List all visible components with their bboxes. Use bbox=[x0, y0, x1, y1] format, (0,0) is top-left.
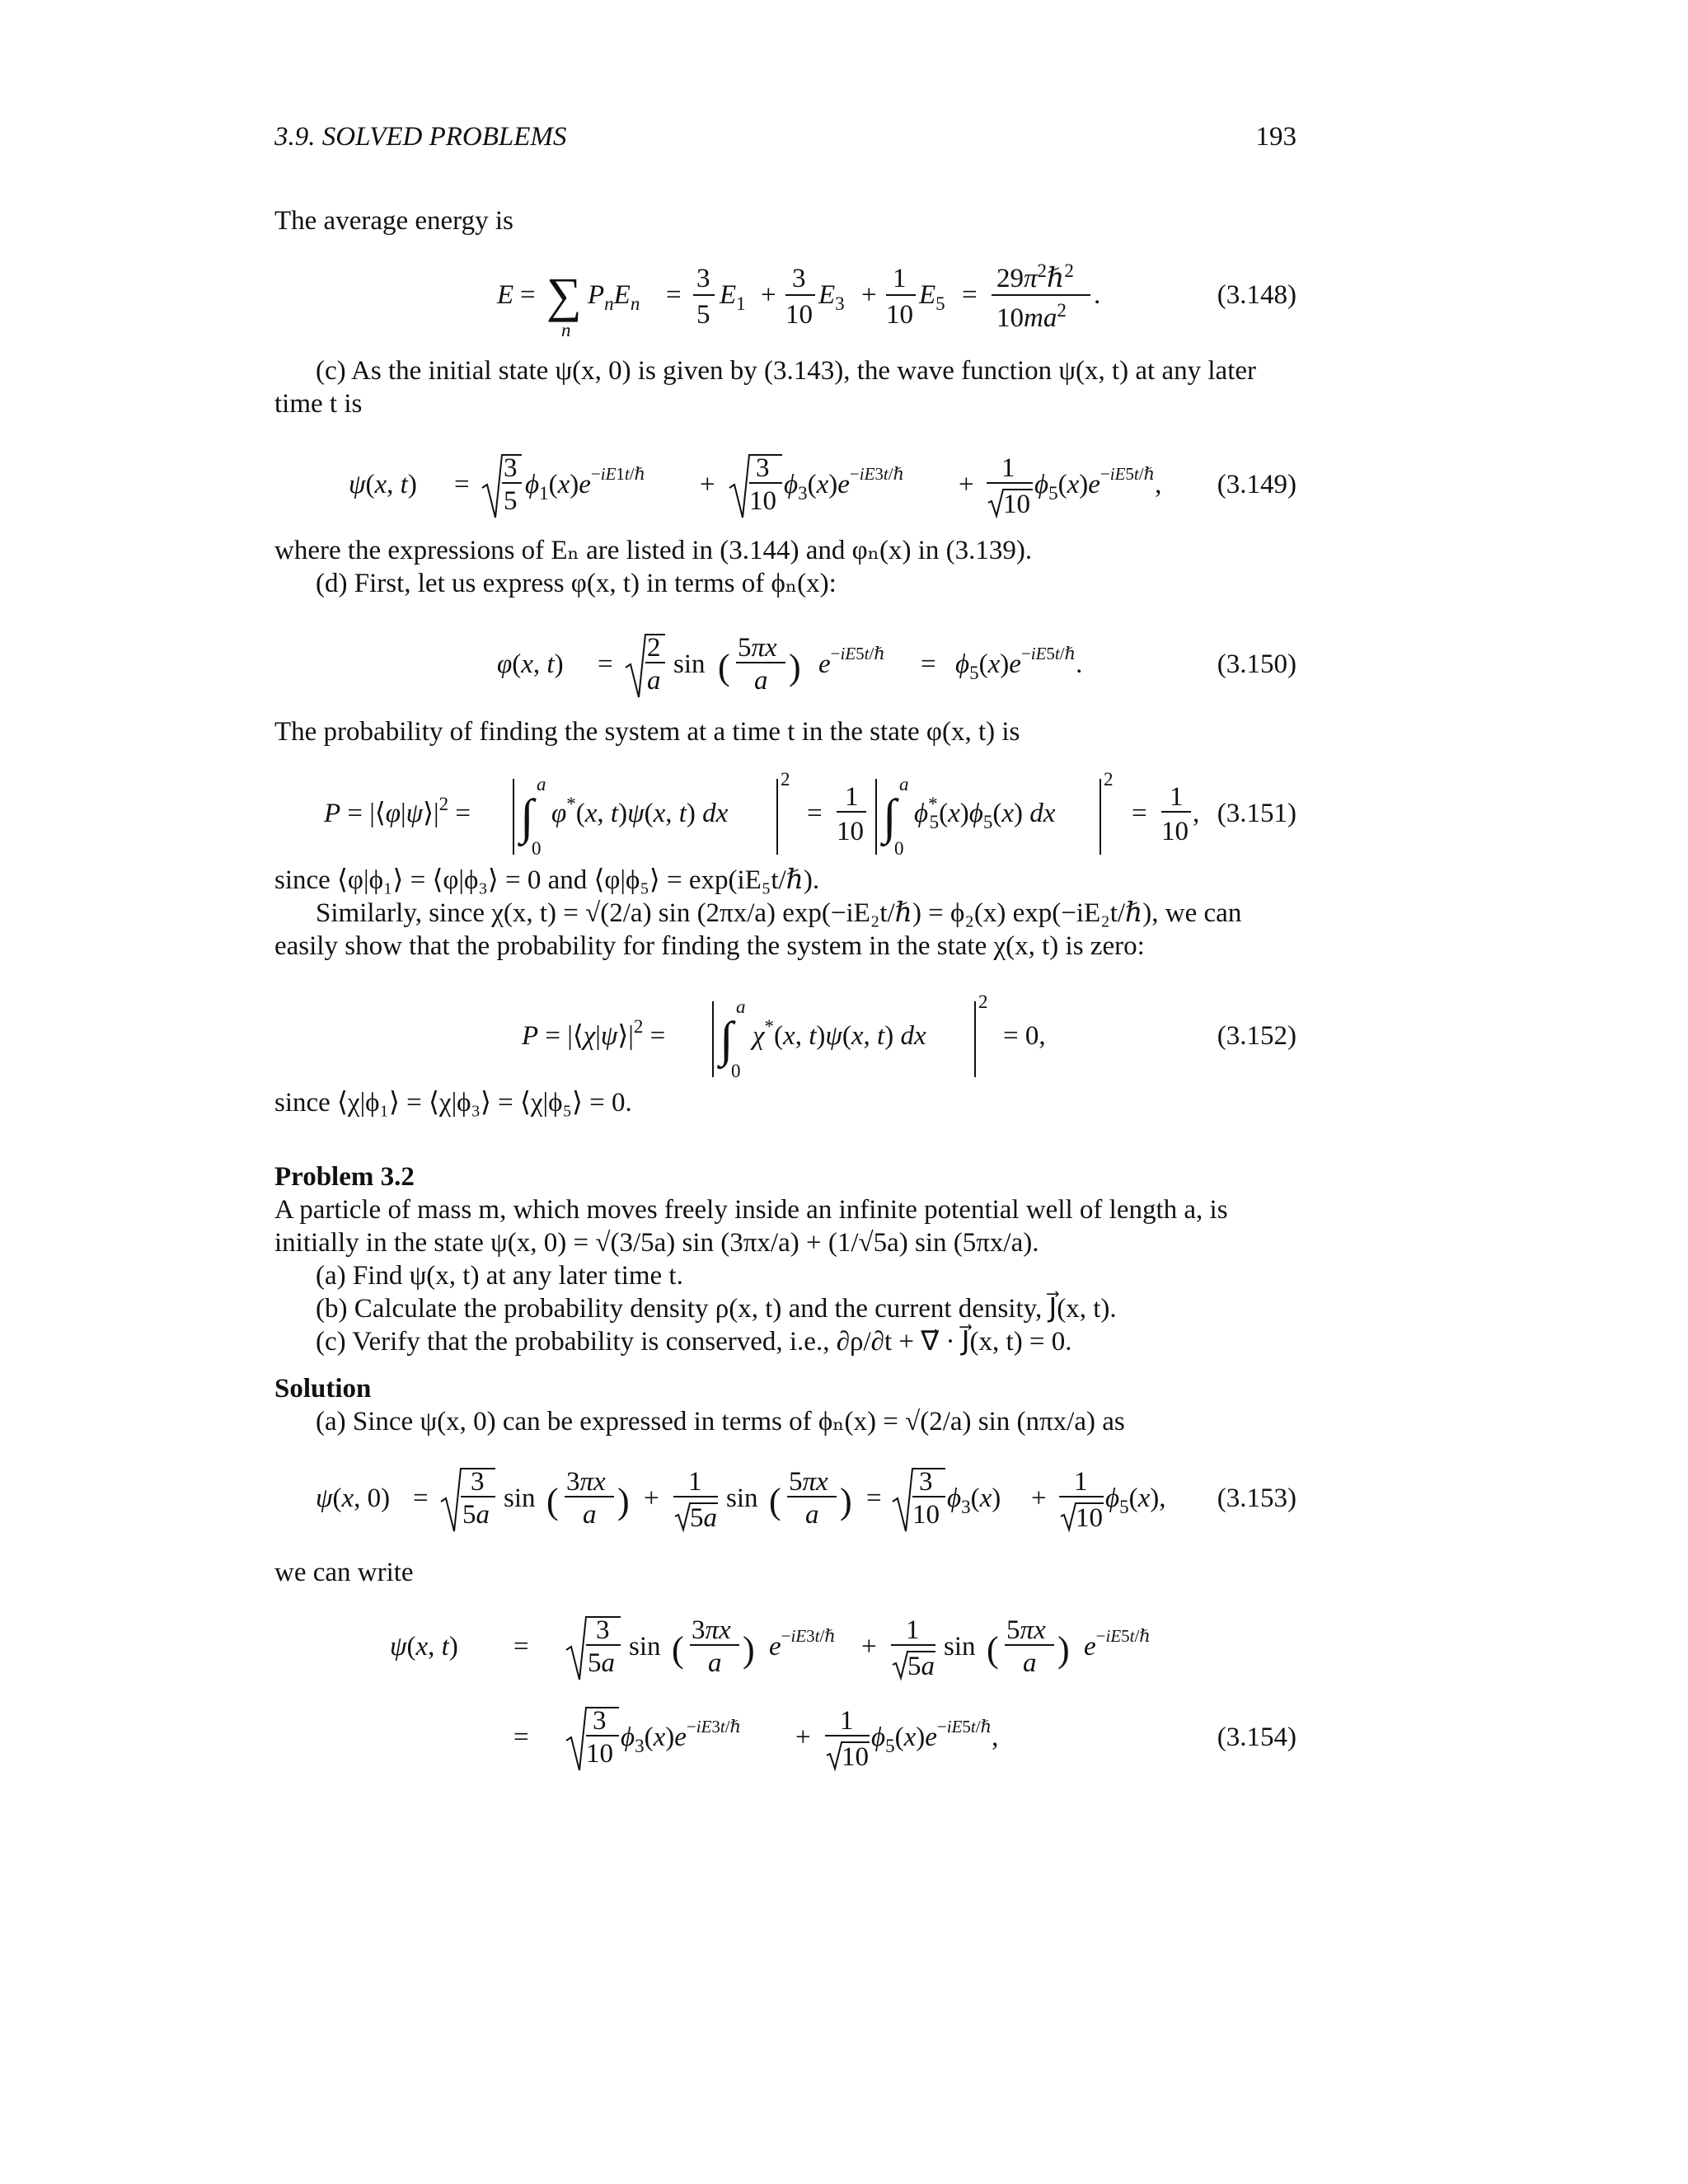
svg-text:(: ( bbox=[546, 1481, 559, 1521]
svg-text:5πx: 5πx bbox=[738, 633, 777, 663]
equation-number: (3.150) bbox=[1217, 649, 1296, 679]
svg-text:ϕ3(x)e−iE3t/ℏ: $\phi_3(x)e^-iE3t/\hbar$ bbox=[621, 1717, 742, 1756]
svg-text:(: ( bbox=[672, 1629, 684, 1670]
page-number: 193 bbox=[1255, 122, 1296, 152]
equation-number: (3.153) bbox=[1217, 1483, 1296, 1513]
solution-part-a: (a) Since ψ(x, 0) can be expressed in terms of ϕₙ(x) = √(2/a) sin (nπx/a) as bbox=[316, 1407, 1125, 1436]
svg-text:a: a bbox=[583, 1500, 597, 1530]
svg-text:=: = bbox=[454, 470, 470, 499]
svg-text:.: . bbox=[1094, 280, 1101, 310]
svg-text:P = |⟨φ|ψ⟩|2 =: $P = |⟨\varphi|\psi⟩|^2$ = bbox=[324, 794, 471, 828]
equation-number: (3.152) bbox=[1217, 1021, 1296, 1051]
svg-text:5πx: 5πx bbox=[1006, 1615, 1046, 1645]
paragraph-part-d: (d) First, let us express φ(x, t) in terms of ϕₙ(x): bbox=[316, 569, 837, 598]
svg-text:10: 10 bbox=[842, 1742, 869, 1772]
svg-text:1: 1 bbox=[1001, 453, 1015, 483]
svg-text:sin: sin bbox=[673, 649, 706, 679]
paragraph-where: where the expressions of Eₙ are listed in (3.144) and φₙ(x) in (3.139). bbox=[274, 536, 1033, 565]
svg-text:5a: 5a bbox=[462, 1500, 490, 1530]
svg-text:ϕ5(x)e−iE5t/ℏ,: $\phi_5(x)e^-iE5t/\hbar$, bbox=[871, 1717, 999, 1756]
svg-text:a: a bbox=[805, 1500, 819, 1530]
equation-number: (3.148) bbox=[1217, 280, 1296, 310]
problem-part-b: (b) Calculate the probability density ρ(x, t) and the current density, J⃗(x, t). bbox=[316, 1294, 1117, 1324]
svg-text:): ) bbox=[840, 1481, 852, 1521]
svg-text:10ma2: $10ma^2$ bbox=[996, 300, 1067, 333]
svg-text:+: + bbox=[761, 280, 776, 310]
svg-text:=: = bbox=[807, 799, 823, 828]
svg-text:sin: sin bbox=[629, 1632, 661, 1661]
svg-text:2: 2 bbox=[978, 991, 988, 1012]
svg-text:ψ(x, t): ψ(x, t) bbox=[349, 470, 417, 499]
svg-text:sin: sin bbox=[726, 1483, 758, 1513]
svg-text:=: = bbox=[962, 280, 978, 310]
paragraph-since-chi: since ⟨χ|ϕ₁⟩ = ⟨χ|ϕ₃⟩ = ⟨χ|ϕ₅⟩ = 0. bbox=[274, 1088, 632, 1118]
svg-text:ϕ5(x)e−iE5t/ℏ.: $\phi_5(x)e^-iE5t/\hbar$. bbox=[955, 644, 1083, 683]
svg-text:2: 2 bbox=[1104, 769, 1114, 790]
equation-3-148-math bbox=[274, 255, 1296, 354]
equation-3-150 bbox=[274, 616, 1296, 715]
equation-3-150-math bbox=[274, 616, 1296, 715]
svg-text:=: = bbox=[666, 280, 682, 310]
equation-3-153 bbox=[274, 1451, 1296, 1549]
svg-text:): ) bbox=[617, 1481, 630, 1521]
svg-text:5a: 5a bbox=[690, 1503, 717, 1533]
svg-text:(: ( bbox=[718, 647, 730, 687]
svg-text:=: = bbox=[1132, 799, 1147, 828]
paragraph-since-phi: since ⟨φ|ϕ₁⟩ = ⟨φ|ϕ₃⟩ = 0 and ⟨φ|ϕ₅⟩ = exp(iE₅t/ℏ). bbox=[274, 865, 820, 895]
equation-3-149-math bbox=[274, 437, 1296, 536]
svg-text:ϕ3(x)e−iE3t/ℏ: $\phi_3(x)e^-iE3t/\hbar$ bbox=[784, 464, 905, 504]
svg-text:10: 10 bbox=[837, 817, 864, 846]
svg-text:29π2ℏ2: $29\pi^2\hbar^2$ bbox=[996, 260, 1074, 293]
equation-3-154-math bbox=[274, 1599, 1296, 1788]
svg-text:3: 3 bbox=[504, 453, 518, 483]
svg-text:e−iE3t/ℏ: e−iE3t/ℏ bbox=[769, 1626, 836, 1661]
svg-text:5: 5 bbox=[696, 300, 710, 330]
svg-text:+: + bbox=[959, 470, 974, 499]
problem-part-a: (a) Find ψ(x, t) at any later time t. bbox=[316, 1261, 683, 1291]
svg-text:5a: 5a bbox=[588, 1648, 615, 1678]
svg-text:E1: $E_1$ bbox=[720, 280, 746, 314]
svg-text:χ*(x, t)ψ(x, t) dx: χ*(x, t)ψ(x, t) dx bbox=[753, 1016, 926, 1051]
problem-title: Problem 3.2 bbox=[274, 1162, 415, 1192]
svg-text:1: 1 bbox=[688, 1467, 702, 1497]
running-header bbox=[274, 122, 1296, 152]
svg-text:3πx: 3πx bbox=[566, 1467, 606, 1497]
svg-text:ϕ3(x): $\phi_3(x)$ bbox=[947, 1483, 1001, 1517]
svg-text:a: a bbox=[537, 774, 546, 794]
equation-3-149 bbox=[274, 437, 1296, 536]
equation-3-152-math bbox=[274, 985, 1296, 1092]
svg-text:e−iE5t/ℏ: e−iE5t/ℏ bbox=[1084, 1626, 1151, 1661]
svg-text:+: + bbox=[700, 470, 715, 499]
svg-text:a: a bbox=[899, 774, 909, 794]
svg-text:= 0,: = 0, bbox=[1003, 1021, 1046, 1051]
problem-statement: A particle of mass m, which moves freely inside an infinite potential well of length a, is initially in the state ψ(x, 0) = √(3/5a) sin (3πx/a) + (1/√5a) sin (5πx/a). bbox=[274, 1195, 1228, 1258]
svg-text:5a: 5a bbox=[907, 1652, 935, 1681]
problem-part-c: (c) Verify that the probability is conserved, i.e., ∂ρ/∂t + ∇⃗ · J⃗(x, t) = 0. bbox=[316, 1327, 1072, 1357]
svg-text:3: 3 bbox=[471, 1467, 485, 1497]
svg-text:10: 10 bbox=[912, 1500, 940, 1530]
svg-text:∫: ∫ bbox=[720, 1012, 734, 1066]
svg-text:n: n bbox=[561, 320, 571, 340]
svg-text:3: 3 bbox=[756, 453, 770, 483]
svg-text:2: 2 bbox=[647, 633, 661, 663]
svg-text:∫: ∫ bbox=[520, 790, 534, 844]
svg-text:10: 10 bbox=[1161, 817, 1189, 846]
svg-text:5πx: 5πx bbox=[789, 1467, 828, 1497]
svg-text:=: = bbox=[513, 1722, 529, 1752]
svg-text:ϕ5(x)e−iE5t/ℏ,: $\phi_5(x)e^-iE5t/\hbar$, bbox=[1034, 464, 1162, 504]
svg-text:e−iE5t/ℏ: e−iE5t/ℏ bbox=[818, 644, 885, 679]
svg-text:3: 3 bbox=[596, 1615, 610, 1645]
svg-text:ϕ1(x)e−iE1t/ℏ: $\phi_1(x)e^-iE1t/\hbar$ bbox=[525, 464, 646, 504]
svg-text:3πx: 3πx bbox=[692, 1615, 731, 1645]
svg-text:PnEn: $P_nE_n$ bbox=[588, 280, 640, 314]
svg-text:0: 0 bbox=[731, 1061, 741, 1081]
svg-text:+: + bbox=[861, 1632, 877, 1661]
equation-3-148 bbox=[274, 255, 1296, 354]
svg-text:a: a bbox=[1023, 1648, 1037, 1678]
svg-text:=: = bbox=[413, 1483, 429, 1513]
svg-text:,: , bbox=[1193, 799, 1200, 828]
svg-text:=: = bbox=[513, 1632, 529, 1661]
svg-text:1: 1 bbox=[893, 264, 907, 293]
svg-text:=: = bbox=[520, 280, 536, 310]
svg-text:E: E bbox=[497, 280, 514, 310]
equation-3-152 bbox=[274, 985, 1296, 1084]
paragraph-part-c: (c) As the initial state ψ(x, 0) is given by (3.143), the wave function ψ(x, t) at any later time t is bbox=[274, 356, 1256, 419]
svg-text:(: ( bbox=[987, 1629, 999, 1670]
equation-number: (3.154) bbox=[1217, 1722, 1296, 1752]
svg-text:10: 10 bbox=[886, 300, 913, 330]
svg-text:=: = bbox=[921, 649, 936, 679]
equation-3-151-math bbox=[274, 762, 1296, 869]
svg-text:): ) bbox=[743, 1629, 755, 1670]
svg-text:10: 10 bbox=[1003, 490, 1030, 519]
svg-text:E3: $E_3$ bbox=[818, 280, 845, 314]
svg-text:φ(x, t): φ(x, t) bbox=[497, 649, 564, 679]
paragraph-average-energy: The average energy is bbox=[274, 206, 513, 236]
svg-text:1: 1 bbox=[845, 782, 859, 812]
svg-text:1: 1 bbox=[906, 1615, 920, 1645]
svg-text:sin: sin bbox=[944, 1632, 976, 1661]
svg-text:3: 3 bbox=[593, 1706, 607, 1736]
svg-text:a: a bbox=[647, 666, 661, 696]
svg-text:10: 10 bbox=[785, 300, 813, 330]
svg-text:∫: ∫ bbox=[883, 790, 897, 844]
equation-3-153-math bbox=[274, 1451, 1296, 1549]
svg-text:P = |⟨χ|ψ⟩|2 =: $P = |⟨\chi|\psi⟩|^2$ = bbox=[522, 1016, 666, 1051]
svg-text:a: a bbox=[736, 996, 746, 1017]
svg-text:+: + bbox=[795, 1722, 811, 1752]
svg-text:5: 5 bbox=[504, 486, 518, 516]
svg-text:10: 10 bbox=[586, 1739, 613, 1769]
svg-text:sin: sin bbox=[504, 1483, 536, 1513]
svg-text:0: 0 bbox=[532, 838, 542, 859]
svg-text:ψ(x, t): ψ(x, t) bbox=[390, 1632, 458, 1661]
svg-text:): ) bbox=[1057, 1629, 1070, 1670]
section-title: 3.9. SOLVED PROBLEMS bbox=[274, 122, 567, 152]
equation-3-154 bbox=[274, 1599, 1296, 1788]
paragraph-similarly: Similarly, since χ(x, t) = √(2/a) sin (2πx/a) exp(−iE₂t/ℏ) = ϕ₂(x) exp(−iE₂t/ℏ), we can easily show that the probability for finding the system in the state χ(x, t) is zero: bbox=[274, 898, 1242, 961]
svg-text:): ) bbox=[789, 647, 801, 687]
svg-text:10: 10 bbox=[1076, 1503, 1103, 1533]
svg-text:=: = bbox=[866, 1483, 882, 1513]
paragraph-we-can-write: we can write bbox=[274, 1558, 414, 1587]
svg-text:=: = bbox=[598, 649, 613, 679]
svg-text:3: 3 bbox=[696, 264, 710, 293]
equation-number: (3.149) bbox=[1217, 470, 1296, 499]
paragraph-probability-phi: The probability of finding the system at a time t in the state φ(x, t) is bbox=[274, 717, 1020, 747]
svg-text:1: 1 bbox=[1074, 1467, 1088, 1497]
svg-text:φ*(x, t)ψ(x, t) dx: φ*(x, t)ψ(x, t) dx bbox=[551, 794, 729, 828]
svg-text:ϕ5(x),: $\phi_5(x)$, bbox=[1105, 1483, 1166, 1517]
svg-text:3: 3 bbox=[919, 1467, 933, 1497]
svg-text:10: 10 bbox=[749, 486, 776, 516]
svg-text:+: + bbox=[1031, 1483, 1047, 1513]
svg-text:0: 0 bbox=[894, 838, 904, 859]
svg-text:2: 2 bbox=[781, 769, 790, 790]
svg-text:E5: $E_5$ bbox=[919, 280, 945, 314]
solution-title: Solution bbox=[274, 1374, 372, 1404]
svg-text:ϕ*5(x)ϕ5(x) dx: ϕ* $5(x)\phi_5(x)$ dx bbox=[914, 794, 1056, 832]
svg-text:+: + bbox=[644, 1483, 659, 1513]
svg-text:a: a bbox=[708, 1648, 722, 1678]
svg-text:3: 3 bbox=[792, 264, 806, 293]
svg-text:a: a bbox=[754, 666, 768, 696]
svg-text:+: + bbox=[861, 280, 877, 310]
equation-number: (3.151) bbox=[1217, 799, 1296, 828]
equation-3-151 bbox=[274, 762, 1296, 861]
svg-text:1: 1 bbox=[840, 1706, 854, 1736]
svg-text:ψ(x, 0): ψ(x, 0) bbox=[316, 1483, 391, 1513]
svg-text:∑: ∑ bbox=[546, 268, 582, 322]
svg-text:(: ( bbox=[769, 1481, 781, 1521]
svg-text:1: 1 bbox=[1170, 782, 1184, 812]
